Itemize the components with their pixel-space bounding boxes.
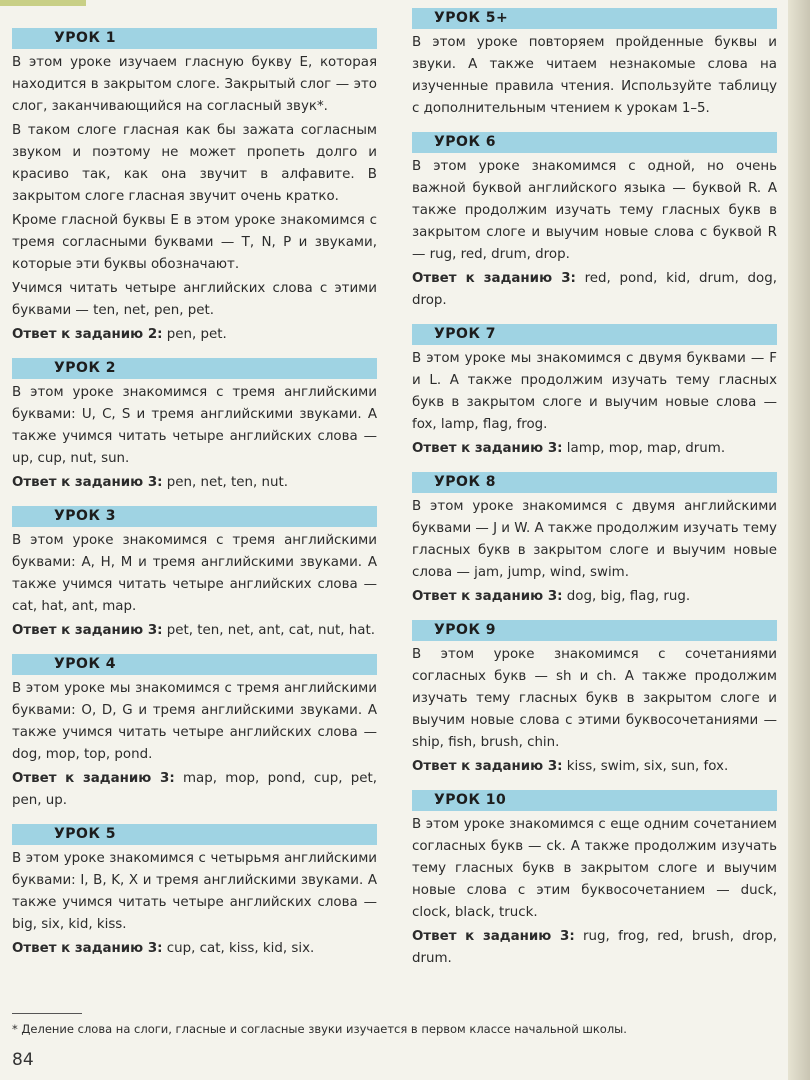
lesson-block xyxy=(412,8,777,120)
footnote xyxy=(12,1022,627,1036)
lesson-block xyxy=(12,358,377,494)
answer-label: Ответ к заданию 3: xyxy=(412,759,563,774)
answer-label: Ответ к заданию 3: xyxy=(12,475,163,490)
answer-text: kiss, swim, six, sun, fox. xyxy=(562,759,729,774)
lesson-paragraph: В этом уроке знакомимся с четырьмя английскими буквами: I, B, K, X и тремя английскими звуками. А также учимся читать четыре английских слова — big, six, kid, kiss. xyxy=(12,851,377,932)
lesson-paragraph: В этом уроке знакомимся с тремя английскими буквами: A, H, M и тремя английскими звуками. А также учимся читать четыре английских слова — cat, hat, ant, map. xyxy=(12,533,377,614)
lesson-title: УРОК 10 xyxy=(412,790,777,811)
answer-label: Ответ к заданию 3: xyxy=(12,623,163,638)
lesson-paragraph: В таком слоге гласная как бы зажата согласным звуком и поэтому не может пропеть долго и красиво так, как она звучит в алфавите. В закрытом слоге гласная звучит очень кратко. xyxy=(12,123,377,204)
left-column xyxy=(12,28,377,972)
lesson-paragraph: В этом уроке мы знакомимся с двумя буквами — F и L. А также продолжим изучать тему гласных букв в закрытом слоге и выучим новые слова — fox, lamp, flag, frog. xyxy=(412,351,777,432)
lesson-paragraph: В этом уроке знакомимся с тремя английскими буквами: U, C, S и тремя английскими звуками. А также учимся читать четыре английских слова — up, cup, nut, sun. xyxy=(12,385,377,466)
answer-line xyxy=(12,938,377,960)
section-tab xyxy=(0,0,86,6)
page-number: 84 xyxy=(12,1050,34,1070)
lesson-block xyxy=(412,620,777,778)
lesson-block xyxy=(12,28,377,346)
lesson-block xyxy=(12,824,377,960)
answer-text: map, mop, pond, cup, pet, pen, up. xyxy=(12,771,377,808)
answer-line xyxy=(412,926,777,970)
lesson-title: УРОК 1 xyxy=(12,28,377,49)
answer-line xyxy=(12,620,377,642)
footnote-marker: * xyxy=(12,1022,18,1036)
answer-text: red, pond, kid, drum, dog, drop. xyxy=(412,271,777,308)
answer-text: rug, frog, red, brush, drop, drum. xyxy=(412,929,778,966)
answer-text: pen, net, ten, nut. xyxy=(162,475,288,490)
answer-text: lamp, mop, map, drum. xyxy=(562,441,726,456)
lesson-paragraph: В этом уроке изучаем гласную букву E, которая находится в закрытом слоге. Закрытый слог — это слог, заканчивающийся на согласный звук*. xyxy=(12,55,377,114)
answer-line xyxy=(12,472,377,494)
lesson-block xyxy=(412,324,777,460)
footnote-rule xyxy=(12,1013,82,1014)
answer-line xyxy=(412,438,777,460)
answer-label: Ответ к заданию 3: xyxy=(412,929,575,944)
lesson-title: УРОК 8 xyxy=(412,472,777,493)
lesson-paragraph: В этом уроке повторяем пройденные буквы и звуки. А также читаем незнакомые слова на изученные правила чтения. Используйте таблицу с дополнительным чтением к урокам 1–5. xyxy=(412,35,777,116)
footnote-text: Деление слова на слоги, гласные и согласные звуки изучается в первом классе начальной школы. xyxy=(21,1022,627,1036)
answer-label: Ответ к заданию 3: xyxy=(412,589,563,604)
answer-text: cup, cat, kiss, kid, six. xyxy=(162,941,315,956)
lesson-title: УРОК 9 xyxy=(412,620,777,641)
answer-text: pen, pet. xyxy=(162,327,227,342)
lesson-title: УРОК 7 xyxy=(412,324,777,345)
lesson-title: УРОК 2 xyxy=(12,358,377,379)
answer-line xyxy=(412,268,777,312)
lesson-paragraph: В этом уроке мы знакомимся с тремя английскими буквами: O, D, G и тремя английскими звуками. А также учимся читать четыре английских слова — dog, mop, top, pond. xyxy=(12,681,377,762)
lesson-title: УРОК 4 xyxy=(12,654,377,675)
answer-text: dog, big, flag, rug. xyxy=(562,589,691,604)
answer-label: Ответ к заданию 3: xyxy=(412,441,563,456)
lesson-block xyxy=(12,654,377,812)
lesson-block xyxy=(412,790,777,970)
lesson-title: УРОК 5+ xyxy=(412,8,777,29)
lesson-title: УРОК 6 xyxy=(412,132,777,153)
answer-line xyxy=(412,586,777,608)
book-binding-edge xyxy=(788,0,810,1080)
lesson-paragraph: Кроме гласной буквы E в этом уроке знакомимся с тремя согласными буквами — T, N, P и звуками, которые эти буквы обозначают. xyxy=(12,213,377,272)
right-column xyxy=(412,8,777,982)
lesson-title: УРОК 5 xyxy=(12,824,377,845)
answer-text: pet, ten, net, ant, cat, nut, hat. xyxy=(162,623,375,638)
answer-label: Ответ к заданию 3: xyxy=(12,771,175,786)
lesson-paragraph: Учимся читать четыре английских слова с этими буквами — ten, net, pen, pet. xyxy=(12,281,377,318)
answer-label: Ответ к заданию 3: xyxy=(12,941,163,956)
lesson-paragraph: В этом уроке знакомимся с сочетаниями согласных букв — sh и ch. А также продолжим изучать тему гласных букв в закрытом слоге и выучим новые слова с этими буквосочетаниями — ship, fish, brush, chin. xyxy=(412,647,777,750)
answer-label: Ответ к заданию 3: xyxy=(412,271,576,286)
lesson-block xyxy=(12,506,377,642)
lesson-block xyxy=(412,472,777,608)
answer-line xyxy=(12,324,377,346)
answer-label: Ответ к заданию 2: xyxy=(12,327,163,342)
answer-line xyxy=(12,768,377,812)
lesson-block xyxy=(412,132,777,312)
answer-line xyxy=(412,756,777,778)
lesson-paragraph: В этом уроке знакомимся с еще одним сочетанием согласных букв — ck. А также продолжим изучать тему гласных букв в закрытом слоге и выучим новые слова с этим буквосочетанием — duck, clock, black, truck. xyxy=(412,817,777,920)
lesson-title: УРОК 3 xyxy=(12,506,377,527)
lesson-paragraph: В этом уроке знакомимся с двумя английскими буквами — J и W. А также продолжим изучать тему гласных букв в закрытом слоге и выучим новые слова — jam, jump, wind, swim. xyxy=(412,499,777,580)
lesson-paragraph: В этом уроке знакомимся с одной, но очень важной буквой английского языка — буквой R. А также продолжим изучать тему гласных букв в закрытом слоге и выучим новые слова с буквой R — rug, red, drum, drop. xyxy=(412,159,777,262)
